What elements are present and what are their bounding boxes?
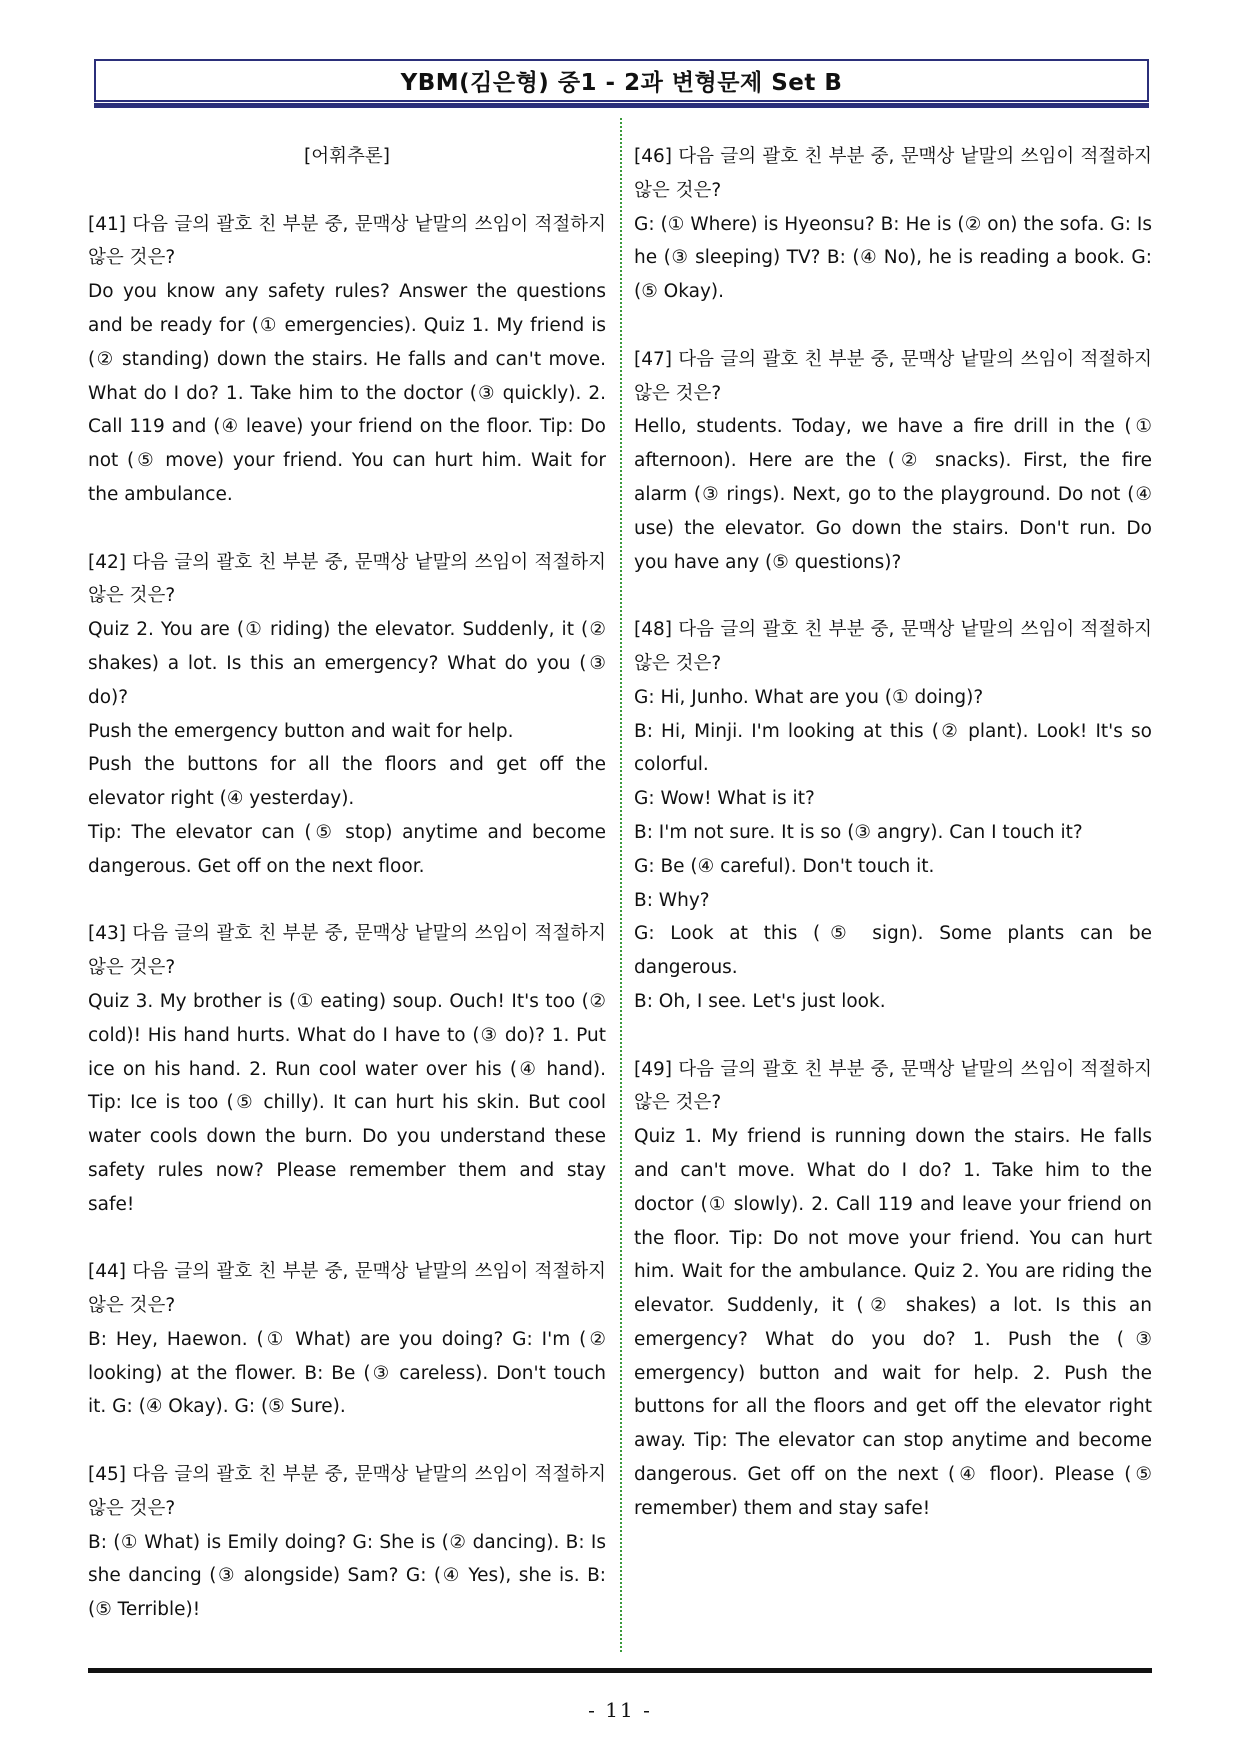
- right-column: [634, 140, 1152, 1559]
- dialogue-line: B: I'm not sure. It is so (③ angry). Can I touch it?: [634, 821, 1083, 843]
- question-43: [88, 917, 606, 1221]
- dialogue-line: B: Oh, I see. Let's just look.: [634, 990, 886, 1012]
- question-stem: [48] 다음 글의 괄호 친 부분 중, 문맥상 낱말의 쓰임이 적절하지 않은 것은?: [634, 619, 1152, 674]
- question-passage: Push the emergency button and wait for help.: [88, 720, 514, 742]
- question-stem: [46] 다음 글의 괄호 친 부분 중, 문맥상 낱말의 쓰임이 적절하지 않은 것은?: [634, 146, 1152, 201]
- question-stem: [49] 다음 글의 괄호 친 부분 중, 문맥상 낱말의 쓰임이 적절하지 않은 것은?: [634, 1058, 1152, 1114]
- column-divider: [620, 118, 622, 1652]
- question-passage: Quiz 2. You are (① riding) the elevator. Suddenly, it (② shakes) a lot. Is this an emergency? What do you (③ do)?: [88, 619, 606, 708]
- question-passage: B: Hey, Haewon. (① What) are you doing? G: I'm (② looking) at the flower. B: Be (③ careless). Don't touch it. G: (④ Okay). G: (⑤ Sure).: [88, 1328, 606, 1418]
- question-passage: Quiz 1. My friend is running down the stairs. He falls and can't move. What do I do? 1. Take him to the doctor (① slowly). 2. Call 119 and leave your friend on the floor. Tip: Do not move your friend. You can hurt him. Wait for the ambulance. Quiz 2. You are riding the elevator. Suddenly, it (② shakes) a lot. Is this an emergency? What do you do? 1. Push the (③ emergency) button and wait for help. 2. Push the buttons for all the floors and get off the elevator right away. Tip: The elevator can stop anytime and become dangerous. Get off on the next (④ floor). Please (⑤ remember) them and stay safe!: [634, 1126, 1152, 1519]
- spacer: [88, 174, 606, 208]
- question-45: [88, 1458, 606, 1627]
- question-49: [634, 1053, 1152, 1526]
- question-passage: G: (① Where) is Hyeonsu? B: He is (② on) the sofa. G: Is he (③ sleeping) TV? B: (④ No), he is reading a book. G: (⑤ Okay).: [634, 213, 1152, 303]
- dialogue-line: G: Wow! What is it?: [634, 788, 815, 810]
- question-stem: [41] 다음 글의 괄호 친 부분 중, 문맥상 낱말의 쓰임이 적절하지 않은 것은?: [88, 213, 606, 269]
- question-stem: [43] 다음 글의 괄호 친 부분 중, 문맥상 낱말의 쓰임이 적절하지 않은 것은?: [88, 923, 606, 979]
- question-stem: [47] 다음 글의 괄호 친 부분 중, 문맥상 낱말의 쓰임이 적절하지 않은 것은?: [634, 348, 1152, 404]
- dialogue-line: B: Why?: [634, 889, 710, 911]
- question-41: [88, 208, 606, 512]
- dialogue-line: G: Look at this (⑤ sign). Some plants can be dangerous.: [634, 923, 1152, 979]
- question-passage: B: (① What) is Emily doing? G: She is (② dancing). B: Is she dancing (③ alongside) Sam? G: (④ Yes), she is. B: (⑤ Terrible)!: [88, 1531, 606, 1621]
- page-title-box: [94, 59, 1149, 102]
- page-number: - 11 -: [588, 1698, 652, 1722]
- question-46: [634, 140, 1152, 309]
- title-underline: [94, 103, 1149, 108]
- section-heading: [어휘추론]: [304, 146, 390, 167]
- dialogue-line: B: Hi, Minji. I'm looking at this (② plant). Look! It's so colorful.: [634, 720, 1152, 776]
- question-47: [634, 343, 1152, 580]
- question-passage: Hello, students. Today, we have a fire drill in the (① afternoon). Here are the (② snacks). First, the fire alarm (③ rings). Next, go to the playground. Do not (④ use) the elevator. Go down the stairs. Don't run. Do you have any (⑤ questions)?: [634, 416, 1152, 573]
- footer-rule: [88, 1668, 1152, 1673]
- page-title: YBM(김은형) 중1 - 2과 변형문제 Set B: [400, 70, 843, 96]
- dialogue-line: G: Hi, Junho. What are you (① doing)?: [634, 686, 984, 708]
- question-passage: Do you know any safety rules? Answer the questions and be ready for (① emergencies). Quiz 1. My friend is (② standing) down the stairs. He falls and can't move. What do I do? 1. Take him to the doctor (③ quickly). 2. Call 119 and (④ leave) your friend on the floor. Tip: Do not (⑤ move) your friend. You can hurt him. Wait for the ambulance.: [88, 281, 606, 505]
- question-passage: Tip: The elevator can (⑤ stop) anytime and become dangerous. Get off on the next floor.: [88, 821, 606, 877]
- question-passage: Quiz 3. My brother is (① eating) soup. Ouch! It's too (② cold)! His hand hurts. What do I have to (③ do)? 1. Put ice on his hand. 2. Run cool water over his (④ hand). Tip: Ice is too (⑤ chilly). It can hurt his skin. But cool water cools down the burn. Do you understand these safety rules now? Please remember them and stay safe!: [88, 990, 606, 1215]
- question-stem: [42] 다음 글의 괄호 친 부분 중, 문맥상 낱말의 쓰임이 적절하지 않은 것은?: [88, 551, 606, 607]
- dialogue-line: G: Be (④ careful). Don't touch it.: [634, 855, 935, 877]
- question-passage: Push the buttons for all the floors and get off the elevator right (④ yesterday).: [88, 754, 606, 810]
- question-stem: [45] 다음 글의 괄호 친 부분 중, 문맥상 낱말의 쓰임이 적절하지 않은 것은?: [88, 1464, 606, 1519]
- question-48: [634, 613, 1152, 1019]
- question-44: [88, 1255, 606, 1424]
- question-42: [88, 546, 606, 884]
- left-column: [88, 140, 606, 1661]
- question-stem: [44] 다음 글의 괄호 친 부분 중, 문맥상 낱말의 쓰임이 적절하지 않은 것은?: [88, 1261, 606, 1317]
